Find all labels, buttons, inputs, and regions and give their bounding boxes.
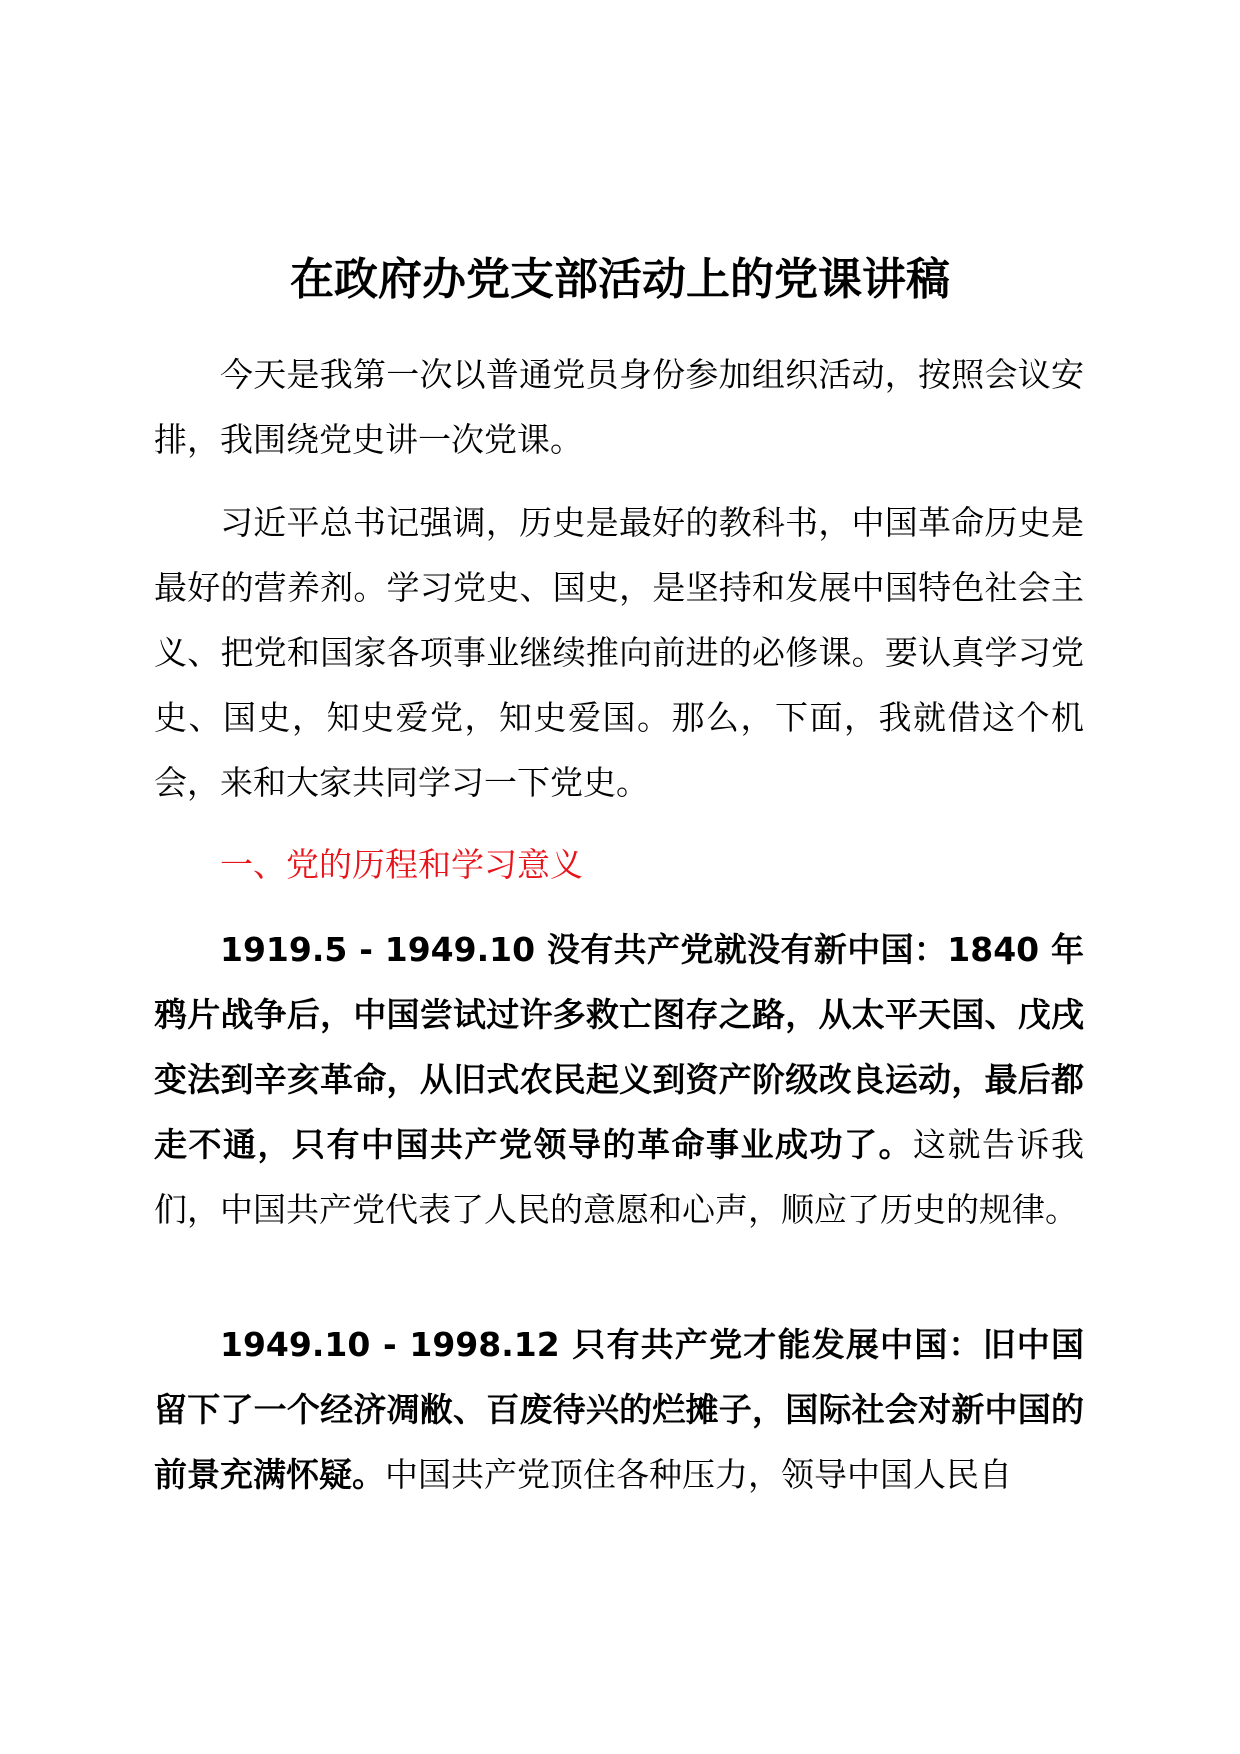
- paragraph-history-1919-1949: [154, 917, 1084, 1242]
- paragraph-history-1949-1998-text: 中国共产党顶住各种压力，领导中国人民自: [385, 1455, 1012, 1494]
- paragraph-history-1919-1949-bold: 1919.5 - 1949.10 没有共产党就没有新中国：1840 年鸦片战争后，中国尝试过许多救亡图存之路，从太平天国、戊戌变法到辛亥革命，从旧式农民起义到资产阶级改良运动，最后都走不通，只有中国共产党领导的革命事业成功了。: [154, 930, 1084, 1164]
- paragraph-history-1949-1998-bold: 1949.10 - 1998.12 只有共产党才能发展中国：旧中国留下了一个经济凋敝、百废待兴的烂摊子，国际社会对新中国的前景充满怀疑。: [154, 1325, 1084, 1494]
- paragraph-history-1949-1998: [154, 1312, 1084, 1507]
- paragraph-history-1919-1949-text: 这就告诉我们，中国共产党代表了人民的意愿和心声，顺应了历史的规律。: [154, 1125, 1084, 1229]
- document-title: 在政府办党支部活动上的党课讲稿: [290, 254, 950, 305]
- paragraph-quote: 习近平总书记强调，历史是最好的教科书，中国革命历史是最好的营养剂。学习党史、国史，是坚持和发展中国特色社会主义、把党和国家各项事业继续推向前进的必修课。要认真学习党史、国史，知史爱党，知史爱国。那么，下面，我就借这个机会，来和大家共同学习一下党史。: [154, 503, 1084, 802]
- paragraph-intro: 今天是我第一次以普通党员身份参加组织活动，按照会议安排，我围绕党史讲一次党课。: [154, 355, 1084, 459]
- section-heading: 一、党的历程和学习意义: [220, 845, 583, 884]
